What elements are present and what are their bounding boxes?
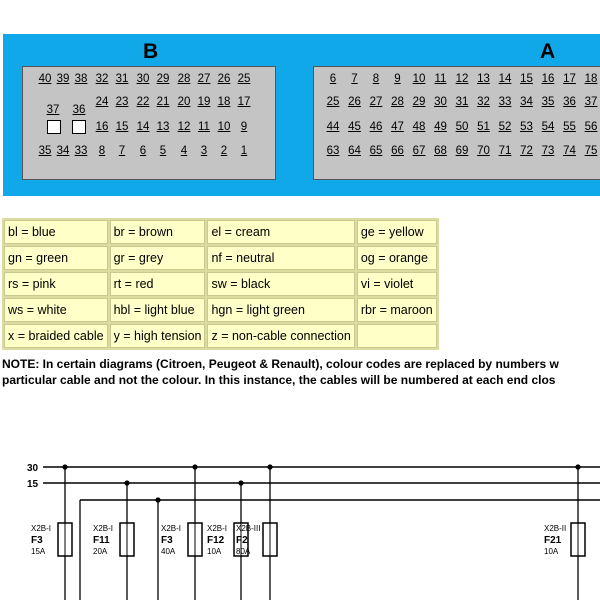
note-line-1: NOTE: In certain diagrams (Citroen, Peugeot & Renault), colour codes are replaced by numbers w	[2, 357, 559, 371]
connector-a-pin: 29	[412, 96, 426, 108]
legend-row	[4, 220, 437, 244]
connector-b-pin: 20	[177, 96, 191, 108]
fuse-rating: 15A	[31, 547, 46, 556]
connector-b-pin: 5	[159, 145, 167, 157]
connector-b-pin: 23	[115, 96, 129, 108]
connector-a-pin: 7	[351, 73, 358, 85]
connector-b-pin: 29	[156, 73, 170, 85]
connector-a-pin: 44	[326, 121, 340, 133]
connector-a-pin: 56	[584, 121, 598, 133]
connector-b-pin: 13	[156, 121, 170, 133]
connector-b-pin: 10	[217, 121, 231, 133]
connector-a-pin: 75	[584, 145, 598, 157]
connector-b-pin: 14	[136, 121, 150, 133]
connector-b-pin: 7	[118, 145, 126, 157]
connector-a-pin: 15	[520, 73, 533, 85]
connector-a-pin: 27	[369, 96, 383, 108]
connector-b-pin: 19	[197, 96, 211, 108]
rail-label-15: 15	[27, 479, 39, 490]
fuse-connector-label: X2B-III	[236, 524, 261, 533]
legend-row	[4, 272, 437, 296]
legend-cell: nf = neutral	[207, 246, 354, 270]
connector-a-pin: 66	[391, 145, 404, 157]
connector-a-pin: 12	[455, 73, 469, 85]
legend-cell: ge = yellow	[357, 220, 437, 244]
legend-cell: gr = grey	[110, 246, 206, 270]
connector-b-pin: 21	[156, 96, 170, 108]
connector-a-pin: 47	[391, 121, 404, 133]
fuse-connector-label: X2B-I	[31, 524, 52, 533]
connector-b-pin: 25	[237, 73, 251, 85]
connector-a-pin: 16	[541, 73, 555, 85]
connector-a-pin: 25	[326, 96, 340, 108]
connector-a-pin: 55	[563, 121, 576, 133]
connector-b-pin: 28	[177, 73, 191, 85]
connector-a-pin: 32	[477, 96, 490, 108]
connector-b-pin: 27	[197, 73, 211, 85]
connector-a-pin: 9	[394, 73, 401, 85]
legend-cell: el = cream	[207, 220, 354, 244]
fuse	[544, 464, 585, 600]
connector-a-pin: 33	[498, 96, 512, 108]
connector-b-pin: 26	[217, 73, 231, 85]
connector-a-pin: 54	[541, 121, 555, 133]
fuse-layer	[31, 464, 585, 600]
legend-row	[4, 324, 437, 348]
colour-code-legend	[2, 218, 439, 350]
wiring-diagram	[0, 440, 600, 600]
connector-b-pin: 4	[180, 145, 188, 157]
legend-cell: ws = white	[4, 298, 108, 322]
fuse-name: F12	[207, 535, 225, 546]
fuse-rating: 80A	[236, 547, 251, 556]
connector-a-pin: 14	[498, 73, 512, 85]
legend-row	[4, 246, 437, 270]
connector-b-label: B	[143, 40, 159, 63]
legend-cell: y = high tension	[110, 324, 206, 348]
connector-a-pin: 72	[520, 145, 533, 157]
connector-b-pin: 17	[237, 96, 251, 108]
connector-a-pin: 68	[434, 145, 447, 157]
connector-a-pin: 36	[563, 96, 576, 108]
fuse-rating: 20A	[93, 547, 108, 556]
connector-a-pin: 45	[348, 121, 361, 133]
fuse-rating: 10A	[207, 547, 222, 556]
connector-a-pin: 30	[434, 96, 447, 108]
legend-cell: vi = violet	[357, 272, 437, 296]
connector-b-pin: 40	[38, 73, 52, 85]
connector-b-pin: 31	[115, 73, 129, 85]
legend-cell: gn = green	[4, 246, 108, 270]
connector-b-pin: 3	[200, 145, 208, 157]
legend-cell: rbr = maroon	[357, 298, 437, 322]
fuse-name: F21	[544, 535, 562, 546]
fuse-name: F2	[236, 535, 248, 546]
connector-a-pin: 48	[412, 121, 426, 133]
connector-a-label: A	[540, 40, 556, 63]
connector-b-pin: 15	[115, 121, 129, 133]
connector-b-empty-slot	[72, 120, 86, 134]
connector-b-pin: 11	[198, 121, 210, 133]
connector-a-pin: 64	[348, 145, 361, 157]
legend-cell: bl = blue	[4, 220, 108, 244]
connector-a-pin: 11	[434, 73, 447, 85]
connector-b-pin: 24	[95, 96, 109, 108]
note-text	[2, 356, 600, 388]
connector-b-pin: 16	[95, 121, 109, 133]
connector-b-pin: 38	[74, 73, 88, 85]
fuse-connector-label: X2B-I	[161, 524, 182, 533]
fuse-name: F11	[93, 535, 110, 546]
connector-a-pin: 10	[412, 73, 426, 85]
connector-a-pin: 63	[326, 145, 340, 157]
note-line-2: particular cable and not the colour. In this instance, the cables will be numbered at each end clos	[2, 373, 556, 387]
connector-a-pin: 69	[455, 145, 469, 157]
legend-cell: rt = red	[110, 272, 206, 296]
legend-cell: z = non-cable connection	[207, 324, 354, 348]
connector-a-pin: 37	[584, 96, 598, 108]
connector-b-pin: 34	[56, 145, 70, 157]
connector-b-pin: 18	[217, 96, 231, 108]
connector-a-pin: 18	[584, 73, 598, 85]
fuse-connector-label: X2B-I	[207, 524, 228, 533]
connector-a-pin: 49	[434, 121, 447, 133]
connector-a-pin: 34	[520, 96, 533, 108]
connector-a-pin: 28	[391, 96, 404, 108]
connector-a-pin: 73	[541, 145, 555, 157]
legend-cell: hgn = light green	[207, 298, 354, 322]
connector-a-pin: 67	[412, 145, 426, 157]
legend-cell: x = braided cable	[4, 324, 108, 348]
legend-cell	[357, 324, 437, 348]
fuse-name: F3	[161, 535, 173, 546]
connector-a-pin: 8	[372, 73, 380, 85]
connector-b-pin: 37	[46, 104, 60, 116]
connector-b-pin: 32	[95, 73, 109, 85]
connector-b-empty-slot	[47, 120, 61, 134]
connector-b-pin: 6	[139, 145, 147, 157]
legend-cell: hbl = light blue	[110, 298, 206, 322]
connector-b-pin: 2	[220, 145, 228, 157]
connector-a-pin: 35	[541, 96, 555, 108]
legend-cell: og = orange	[357, 246, 437, 270]
connector-b-pin: 12	[177, 121, 191, 133]
legend-cell: rs = pink	[4, 272, 108, 296]
fuse-connector-label: X2B-II	[544, 524, 567, 533]
fuse-name: F3	[31, 535, 43, 546]
connector-a-pin: 26	[348, 96, 361, 108]
connector-b-pin: 33	[74, 145, 88, 157]
connector-a-pin: 46	[369, 121, 383, 133]
connector-pinout-panel	[3, 34, 600, 196]
connector-a-pin: 51	[477, 121, 490, 133]
connector-a-pin: 50	[455, 121, 469, 133]
legend-cell: sw = black	[207, 272, 354, 296]
connector-b-pin: 30	[136, 73, 150, 85]
connector-b-pin: 22	[136, 96, 150, 108]
fuse-rating: 40A	[161, 547, 176, 556]
connector-a-pin: 6	[329, 73, 337, 85]
connector-b-pin: 8	[98, 145, 106, 157]
connector-b-pin: 36	[72, 104, 86, 116]
connector-a-pin: 17	[563, 73, 576, 85]
fuse	[161, 464, 202, 600]
fuse-rating: 10A	[544, 547, 559, 556]
connector-a-pin: 31	[455, 96, 469, 108]
connector-a-pin: 70	[477, 145, 490, 157]
fuse	[93, 480, 134, 600]
legend-cell: br = brown	[110, 220, 206, 244]
fuse-connector-label: X2B-I	[93, 524, 114, 533]
connector-a-pin: 52	[498, 121, 512, 133]
legend-row	[4, 298, 437, 322]
rail-label-30: 30	[27, 463, 39, 474]
connector-b-pin: 9	[240, 121, 248, 133]
connector-a-pin: 53	[520, 121, 533, 133]
connector-a-pin: 71	[498, 145, 512, 157]
connector-a-pin: 65	[369, 145, 383, 157]
connector-a-pin: 13	[477, 73, 490, 85]
connector-a-pin: 74	[563, 145, 576, 157]
connector-b-pin: 1	[240, 145, 248, 157]
connector-b-pin: 39	[56, 73, 70, 85]
connector-b-pin: 35	[38, 145, 52, 157]
